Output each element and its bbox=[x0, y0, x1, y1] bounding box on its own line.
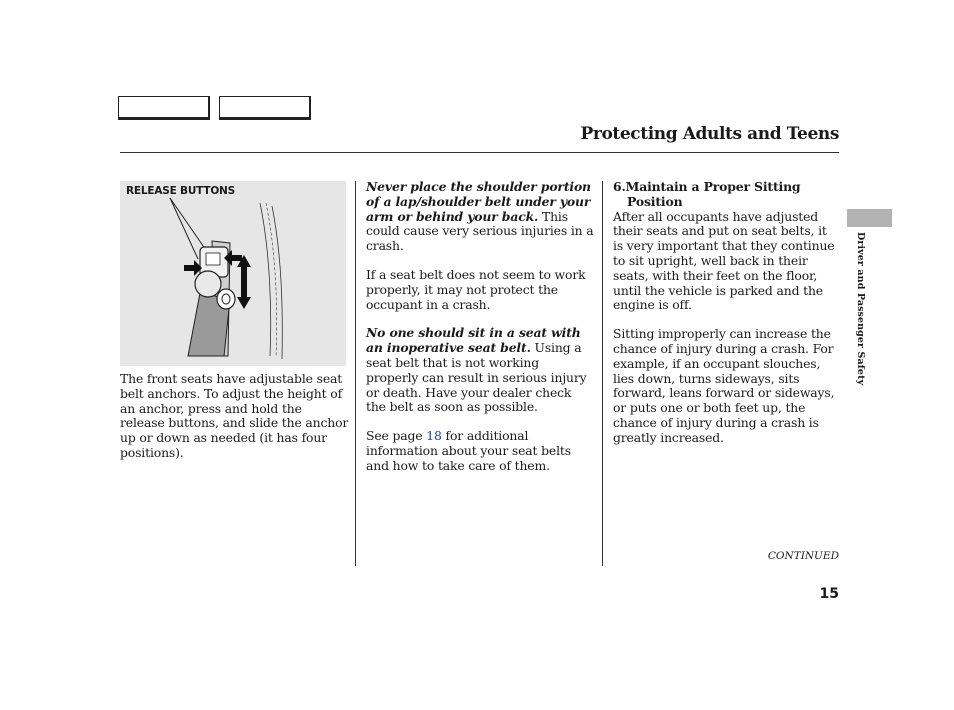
see-page-prefix: See page bbox=[366, 428, 427, 444]
sitting-improperly-paragraph: Sitting improperly can increase the chance of injury during a crash. For example, if an occupant slouches, lies down, turns sideways, sits forward, leans forward or sideways, or puts one or both feet up, the chance of injury during a crash is greatly increased. bbox=[613, 326, 835, 445]
nav-button-2[interactable] bbox=[219, 96, 311, 120]
warning-bold-text: Never place the shoulder portion of a lap/shoulder belt under your arm or behind your back. bbox=[366, 179, 591, 224]
warning-shoulder-belt bbox=[366, 180, 594, 254]
header-divider bbox=[120, 152, 839, 153]
anchor-drawing bbox=[120, 181, 346, 366]
belt-malfunction-paragraph: If a seat belt does not seem to work properly, it may not protect the occupant in a crash. bbox=[366, 266, 586, 312]
step-heading: 6.Maintain a Proper Sitting bbox=[613, 179, 801, 194]
column-1 bbox=[120, 372, 350, 475]
page-number: 15 bbox=[819, 586, 839, 602]
page-18-link[interactable]: 18 bbox=[426, 428, 442, 444]
seat-belt-anchor-illustration bbox=[120, 181, 346, 366]
warning-bold-text: No one should sit in a seat with an inoperative seat belt. bbox=[366, 325, 581, 356]
see-page-suffix: for additional information about your seat belts and how to take care of them. bbox=[366, 428, 571, 473]
step-heading-continued: Position bbox=[627, 193, 683, 209]
section-tab bbox=[847, 209, 892, 227]
see-page-paragraph bbox=[366, 429, 594, 473]
page-title: Protecting Adults and Teens bbox=[580, 124, 839, 144]
warning-inoperative-belt bbox=[366, 326, 594, 415]
nav-button-1[interactable] bbox=[118, 96, 210, 120]
column-divider-2 bbox=[602, 181, 603, 566]
column-divider-1 bbox=[355, 181, 356, 566]
figure-label: RELEASE BUTTONS bbox=[126, 185, 236, 197]
anchor-adjust-paragraph: The front seats have adjustable seat belt anchors. To adjust the height of an anchor, press and hold the release buttons, and slide the anchor up or down as needed (it has four positions). bbox=[120, 371, 349, 460]
section-label: Driver and Passenger Safety bbox=[855, 232, 866, 386]
column-2 bbox=[366, 180, 594, 488]
continued-label: CONTINUED bbox=[767, 550, 839, 562]
column-3 bbox=[613, 180, 837, 460]
sitting-upright-paragraph: After all occupants have adjusted their seats and put on seat belts, it is very important that they continue to sit upright, well back in their seats, with their feet on the floor, until the vehicle is parked and the engine is off. bbox=[613, 208, 835, 313]
warning-text: This could cause very serious injuries in a crash. bbox=[366, 208, 594, 254]
warning-text: Using a seat belt that is not working properly can result in serious injury or death. Have your dealer check the belt as soon as possible. bbox=[366, 340, 587, 415]
